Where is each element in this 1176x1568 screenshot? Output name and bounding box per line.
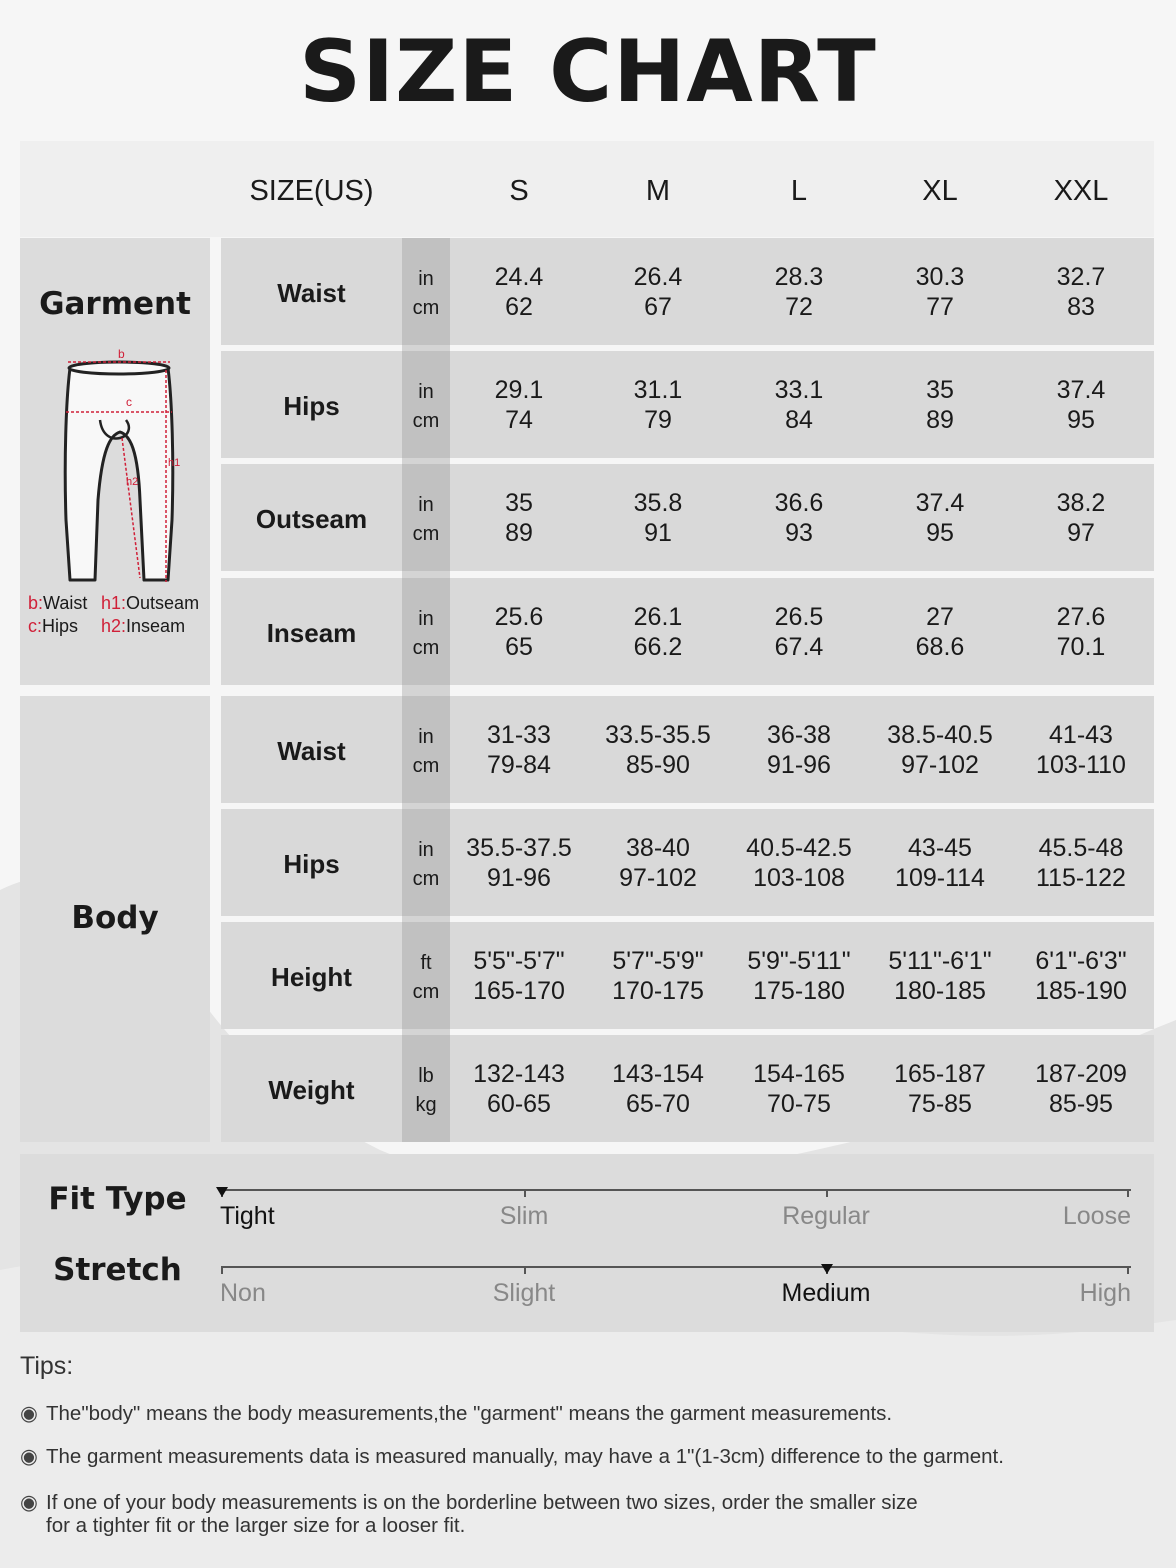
measurement-label: Outseam	[255, 504, 368, 534]
table-cell: 37.4	[1056, 376, 1106, 404]
size-header-xl: XL	[922, 175, 958, 207]
bullet-icon: ◉	[20, 1491, 38, 1514]
table-cell: 74	[505, 406, 533, 434]
table-cell: 143-154	[612, 1060, 704, 1088]
table-cell: 95	[926, 519, 954, 547]
scale-option: Slight	[492, 1279, 556, 1307]
measurement-label: Weight	[268, 1075, 355, 1105]
page-title: SIZE CHART	[299, 22, 877, 122]
table-cell: 24.4	[494, 263, 544, 291]
table-cell: 45.5-48	[1038, 834, 1124, 862]
table-cell: 35	[505, 489, 533, 517]
unit-label: cm	[412, 410, 440, 432]
scale-option: Medium	[781, 1279, 871, 1307]
diagram-label-h1: h1	[168, 457, 181, 469]
unit-label: in	[418, 608, 434, 630]
scale-option: Tight	[220, 1202, 275, 1230]
table-cell: 5'5"-5'7"	[473, 947, 565, 975]
scale-tick	[1127, 1189, 1129, 1197]
tip-item	[20, 1491, 1160, 1537]
table-cell: 70.1	[1056, 633, 1106, 661]
scale-tick	[221, 1266, 223, 1274]
table-cell: 36-38	[767, 721, 831, 749]
scale-option: High	[1079, 1279, 1131, 1307]
scale-tick	[524, 1266, 526, 1274]
size-header-xxl: XXL	[1053, 175, 1109, 207]
table-cell: 29.1	[494, 376, 544, 404]
table-cell: 33.1	[774, 376, 824, 404]
legend-waist	[28, 593, 87, 614]
table-cell: 85-90	[626, 751, 690, 779]
table-cell: 85-95	[1049, 1090, 1113, 1118]
table-cell: 91-96	[487, 864, 551, 892]
diagram-label-c: c	[126, 395, 132, 409]
table-cell: 26.5	[774, 603, 824, 631]
tips-title: Tips:	[20, 1352, 74, 1380]
table-cell: 84	[785, 406, 813, 434]
table-cell: 79-84	[487, 751, 551, 779]
unit-label: in	[418, 268, 434, 290]
selected-marker-icon	[821, 1264, 833, 1274]
table-cell: 43-45	[908, 834, 972, 862]
table-cell: 103-110	[1036, 751, 1126, 779]
bullet-icon: ◉	[20, 1402, 38, 1425]
scale-tick	[524, 1189, 526, 1197]
table-cell: 31.1	[633, 376, 683, 404]
scale-option: Non	[220, 1279, 266, 1307]
tip-text-continued: for a tighter fit or the larger size for a looser fit.	[46, 1514, 466, 1537]
legend-outseam	[101, 593, 199, 614]
table-cell: 132-143	[473, 1060, 565, 1088]
scale-option: Loose	[1062, 1202, 1131, 1230]
table-cell: 33.5-35.5	[605, 721, 711, 749]
scale-option: Regular	[782, 1202, 870, 1230]
legend-text: Inseam	[126, 616, 186, 636]
table-cell: 38.5-40.5	[887, 721, 993, 749]
tip-item	[20, 1402, 1160, 1425]
garment-section-label: Garment	[39, 286, 191, 322]
unit-label: cm	[412, 981, 440, 1003]
table-cell: 35.5-37.5	[466, 834, 572, 862]
table-cell: 40.5-42.5	[746, 834, 852, 862]
unit-label: cm	[412, 297, 440, 319]
scale-option: Slim	[499, 1202, 549, 1230]
table-cell: 70-75	[767, 1090, 831, 1118]
table-cell: 93	[785, 519, 813, 547]
scale-tick	[1127, 1266, 1129, 1274]
table-cell: 41-43	[1049, 721, 1113, 749]
stretch-label: Stretch	[53, 1252, 182, 1288]
table-cell: 67	[644, 293, 672, 321]
stretch-scale-line	[221, 1266, 1131, 1268]
table-cell: 91-96	[767, 751, 831, 779]
unit-label: in	[418, 839, 434, 861]
table-cell: 91	[644, 519, 672, 547]
table-cell: 180-185	[894, 977, 986, 1005]
table-cell: 26.4	[633, 263, 683, 291]
bullet-icon: ◉	[20, 1445, 38, 1468]
legend-key: b:	[28, 593, 44, 613]
fit-type-label: Fit Type	[48, 1181, 187, 1217]
table-cell: 79	[644, 406, 672, 434]
table-cell: 89	[926, 406, 954, 434]
fit-type-scale-line	[221, 1189, 1131, 1191]
unit-label: in	[418, 726, 434, 748]
size-header-m: M	[645, 175, 671, 207]
legend-text: Waist	[43, 593, 88, 613]
table-cell: 77	[926, 293, 954, 321]
table-cell: 89	[505, 519, 533, 547]
table-cell: 31-33	[487, 721, 551, 749]
table-cell: 28.3	[774, 263, 824, 291]
tip-text: The"body" means the body measurements,the "garment" means the garment measurements.	[46, 1402, 893, 1425]
table-cell: 187-209	[1035, 1060, 1127, 1088]
measurement-label: Height	[271, 962, 352, 992]
selected-marker-icon	[216, 1187, 228, 1197]
table-cell: 185-190	[1035, 977, 1127, 1005]
table-cell: 72	[785, 293, 813, 321]
table-cell: 97-102	[901, 751, 979, 779]
legend-text: Hips	[42, 616, 79, 636]
scale-tick	[826, 1189, 828, 1197]
table-cell: 109-114	[895, 864, 985, 892]
unit-label: in	[418, 381, 434, 403]
table-cell: 67.4	[774, 633, 824, 661]
table-cell: 175-180	[753, 977, 845, 1005]
unit-label: cm	[412, 868, 440, 890]
unit-label: cm	[412, 637, 440, 659]
table-cell: 62	[505, 293, 533, 321]
legend-key: h1:	[101, 593, 127, 613]
table-cell: 6'1"-6'3"	[1035, 947, 1127, 975]
table-cell: 35	[926, 376, 954, 404]
table-cell: 27	[926, 603, 954, 631]
diagram-label-h2: h2	[126, 476, 139, 488]
size-header-s: S	[509, 175, 529, 207]
tip-text: The garment measurements data is measured manually, may have a 1"(1-3cm) difference to the garment.	[46, 1445, 1004, 1468]
unit-label: kg	[415, 1094, 437, 1116]
size-header-l: L	[790, 175, 808, 207]
legend-hips	[28, 616, 78, 637]
table-cell: 30.3	[915, 263, 965, 291]
table-cell: 38-40	[626, 834, 690, 862]
table-cell: 95	[1067, 406, 1095, 434]
table-cell: 97	[1067, 519, 1095, 547]
table-cell: 66.2	[633, 633, 683, 661]
table-cell: 26.1	[633, 603, 683, 631]
legend-inseam	[101, 616, 185, 637]
unit-label: cm	[412, 755, 440, 777]
table-cell: 165-170	[473, 977, 565, 1005]
table-cell: 38.2	[1056, 489, 1106, 517]
table-cell: 5'7"-5'9"	[612, 947, 704, 975]
tip-text: If one of your body measurements is on the borderline between two sizes, order the smaller size	[46, 1491, 918, 1514]
table-cell: 37.4	[915, 489, 965, 517]
legend-key: c:	[28, 616, 43, 636]
size-column-header: SIZE(US)	[249, 175, 374, 207]
measurement-label: Hips	[283, 849, 340, 879]
measurement-label: Waist	[277, 278, 346, 308]
measurement-label: Inseam	[266, 618, 357, 648]
body-section-label: Body	[71, 900, 159, 936]
unit-label: lb	[418, 1065, 434, 1087]
table-cell: 5'9"-5'11"	[747, 947, 851, 975]
legend-key: h2:	[101, 616, 127, 636]
table-cell: 60-65	[487, 1090, 551, 1118]
unit-label: ft	[420, 952, 432, 974]
table-cell: 97-102	[619, 864, 697, 892]
table-cell: 170-175	[612, 977, 704, 1005]
tip-item	[20, 1445, 1160, 1468]
pants-diagram	[40, 340, 200, 590]
table-cell: 68.6	[915, 633, 965, 661]
table-cell: 32.7	[1056, 263, 1106, 291]
table-cell: 5'11"-6'1"	[888, 947, 992, 975]
unit-label: cm	[412, 523, 440, 545]
table-cell: 115-122	[1036, 864, 1126, 892]
table-cell: 25.6	[494, 603, 544, 631]
measurement-label: Waist	[277, 736, 346, 766]
table-cell: 83	[1067, 293, 1095, 321]
table-cell: 36.6	[774, 489, 824, 517]
table-cell: 154-165	[753, 1060, 845, 1088]
table-cell: 27.6	[1056, 603, 1106, 631]
diagram-label-b: b	[118, 347, 125, 361]
unit-label: in	[418, 494, 434, 516]
legend-text: Outseam	[126, 593, 200, 613]
table-cell: 35.8	[633, 489, 683, 517]
table-cell: 103-108	[753, 864, 845, 892]
table-cell: 65-70	[626, 1090, 690, 1118]
table-cell: 165-187	[894, 1060, 986, 1088]
table-cell: 75-85	[908, 1090, 972, 1118]
table-cell: 65	[505, 633, 533, 661]
measurement-label: Hips	[283, 391, 340, 421]
